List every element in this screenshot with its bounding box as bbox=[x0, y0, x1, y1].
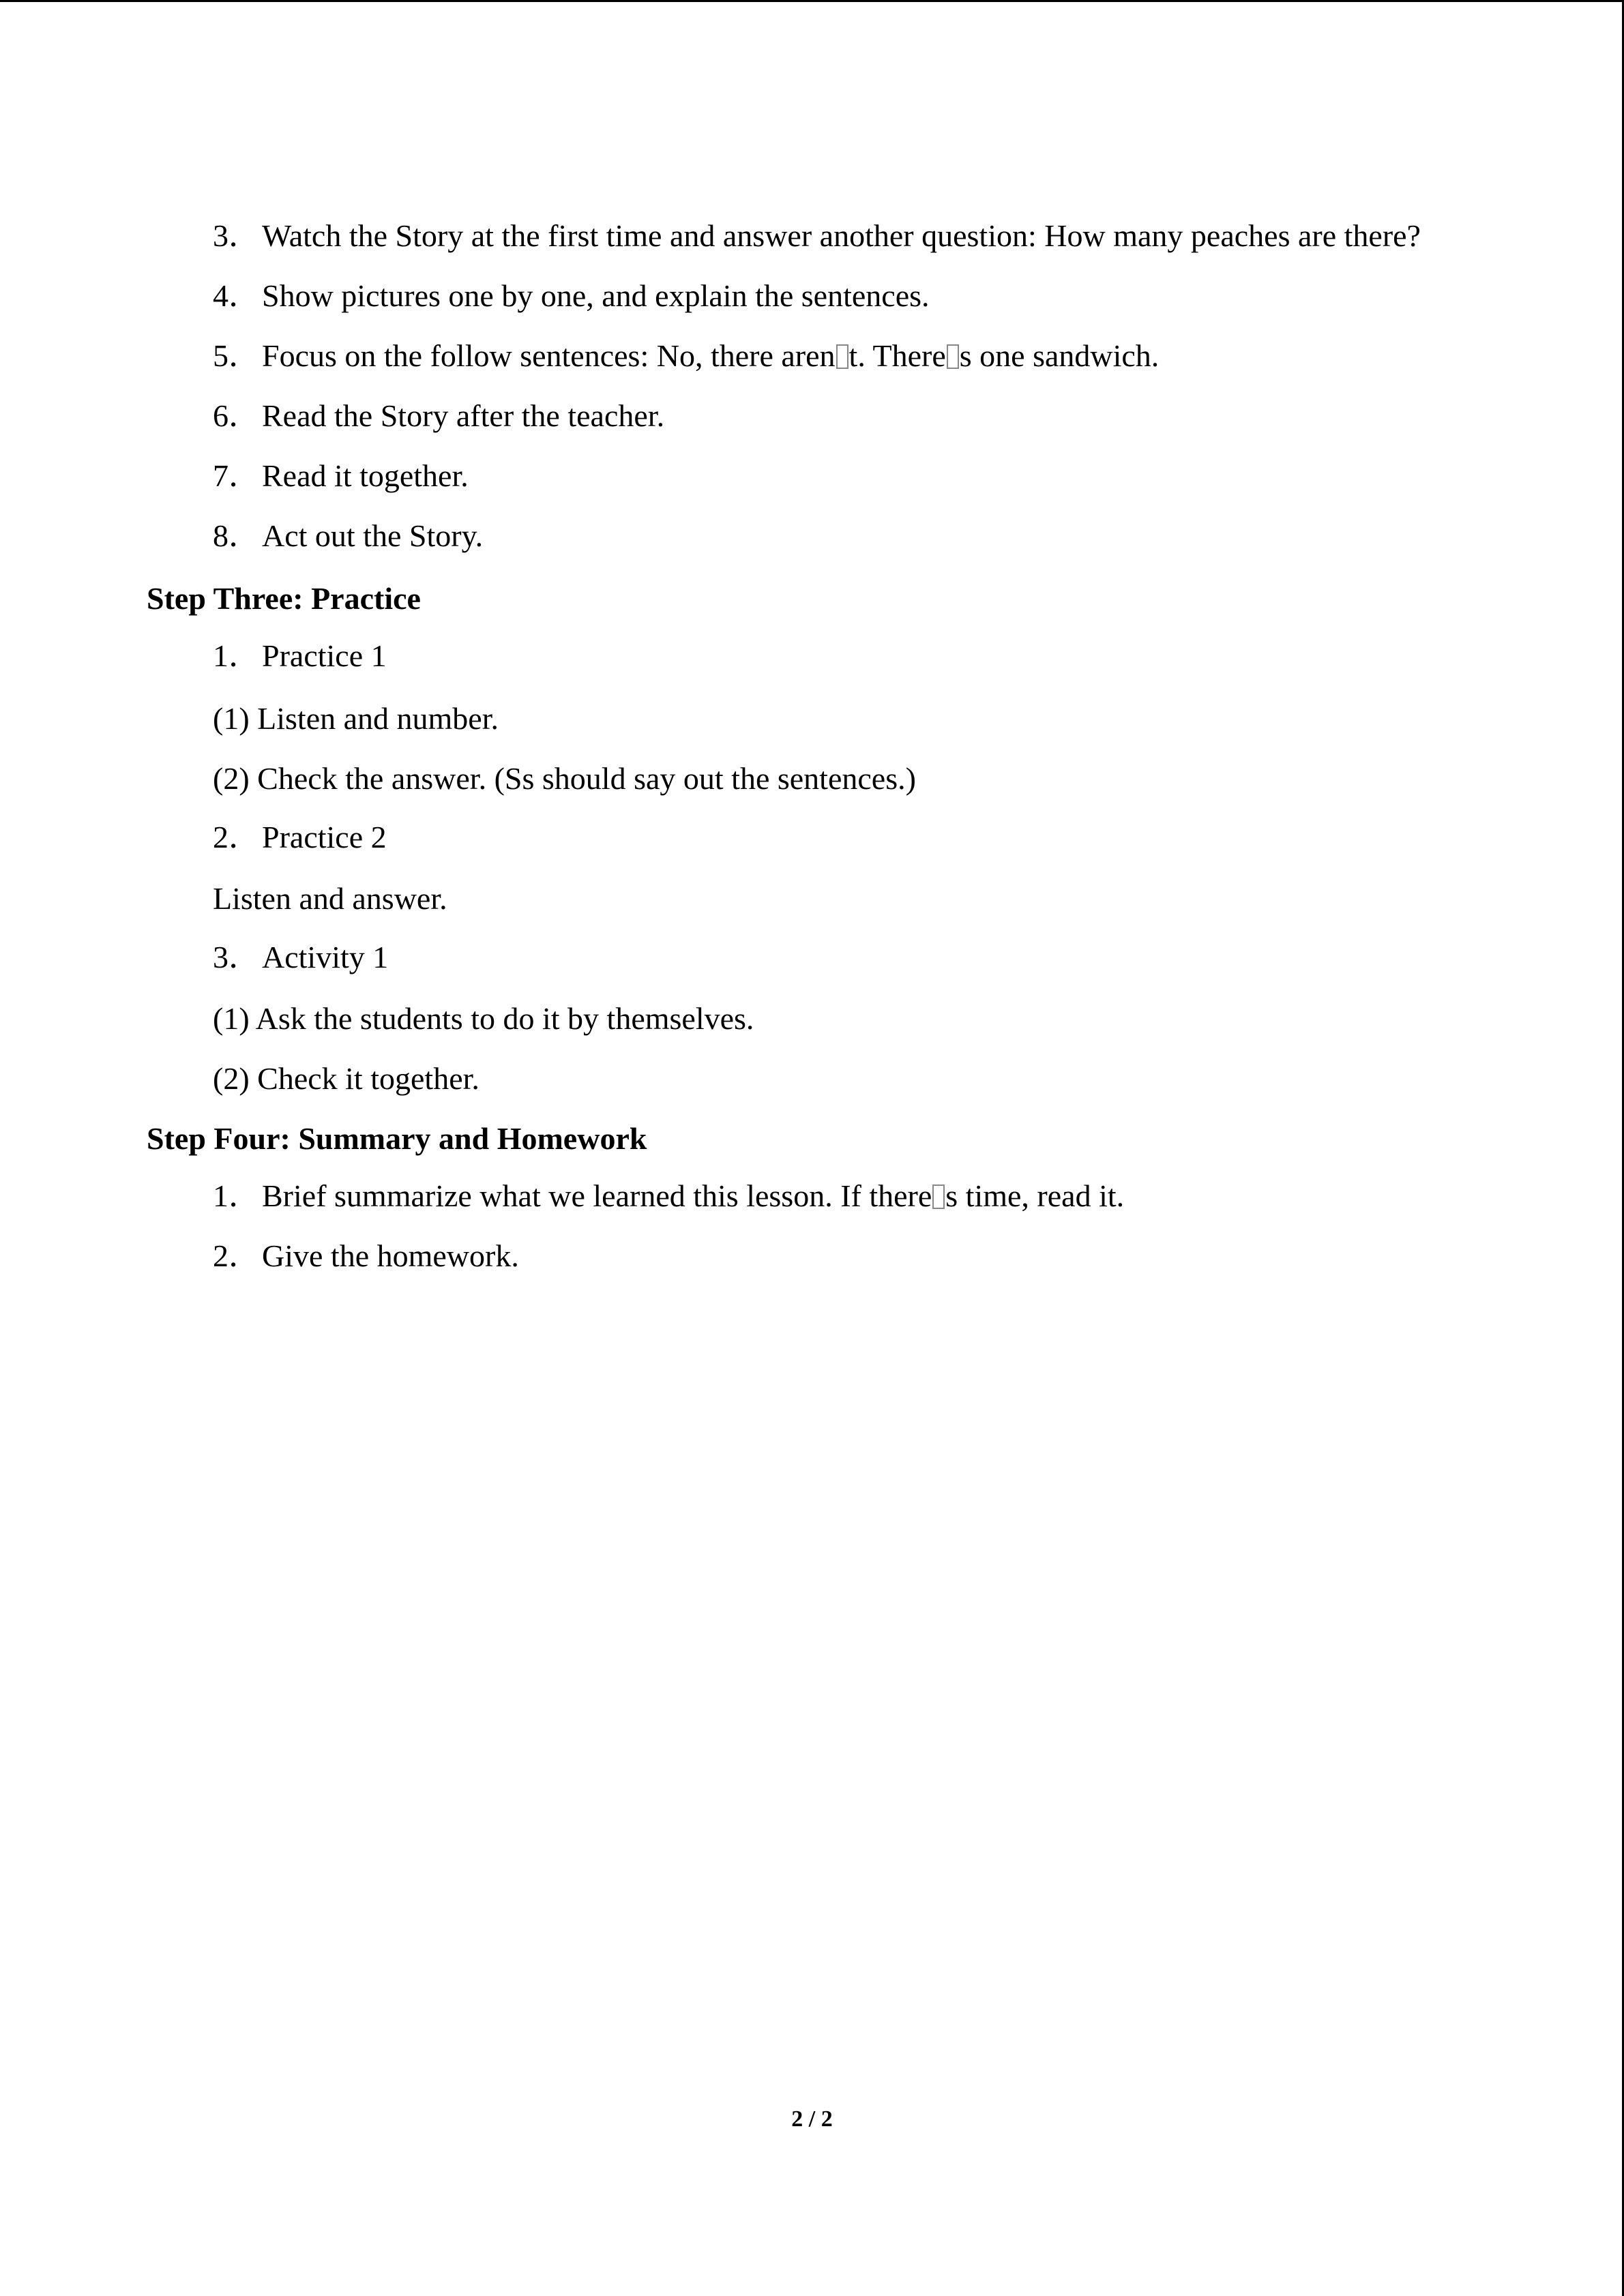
sub-item: Listen and answer. bbox=[213, 881, 447, 916]
item-text-part: s time, read it. bbox=[945, 1178, 1125, 1213]
item-text bbox=[262, 337, 1159, 375]
item-text-part: Brief summarize what we learned this lesson. If there bbox=[262, 1178, 932, 1213]
item-number: 4． bbox=[213, 278, 260, 313]
section-heading: Step Four: Summary and Homework bbox=[147, 1121, 647, 1156]
page-number: 2 / 2 bbox=[791, 2106, 833, 2132]
item-number: 8． bbox=[213, 518, 260, 553]
sub-item: (2) Check the answer. (Ss should say out the sentences.) bbox=[213, 761, 916, 796]
item-number: 2． bbox=[213, 820, 260, 854]
item-text-part: s one sandwich. bbox=[959, 338, 1160, 373]
item-text: Read the Story after the teacher. bbox=[262, 398, 665, 433]
item-number: 1． bbox=[213, 1178, 260, 1213]
item-text: Practice 2 bbox=[262, 820, 387, 854]
item-number: 6． bbox=[213, 398, 260, 433]
item-text: Practice 1 bbox=[262, 638, 387, 673]
item-number: 2． bbox=[213, 1238, 260, 1273]
item-number: 3． bbox=[213, 218, 260, 253]
sub-item: (2) Check it together. bbox=[213, 1061, 479, 1096]
item-text: Read it together. bbox=[262, 458, 469, 493]
item-number: 7． bbox=[213, 458, 260, 493]
sub-item: (1) Listen and number. bbox=[213, 701, 499, 736]
item-text-part: t. There bbox=[848, 338, 946, 373]
item-text: Act out the Story. bbox=[262, 518, 484, 553]
missing-glyph-box-icon bbox=[947, 344, 959, 369]
item-text: Give the homework. bbox=[262, 1238, 519, 1273]
page-border-top bbox=[0, 0, 1624, 2]
item-number: 5． bbox=[213, 338, 260, 373]
item-text bbox=[262, 1177, 1124, 1215]
sub-item: (1) Ask the students to do it by themselves. bbox=[213, 1001, 754, 1036]
missing-glyph-box-icon bbox=[932, 1184, 945, 1209]
section-heading: Step Three: Practice bbox=[147, 581, 421, 616]
item-number: 3． bbox=[213, 940, 260, 974]
item-text: Show pictures one by one, and explain the sentences. bbox=[262, 278, 930, 313]
item-number: 1． bbox=[213, 638, 260, 673]
missing-glyph-box-icon bbox=[836, 344, 848, 369]
item-text-part: Focus on the follow sentences: No, there aren bbox=[262, 338, 836, 373]
item-text: Activity 1 bbox=[262, 940, 389, 974]
item-text: Watch the Story at the first time and answer another question: How many peaches are there? bbox=[262, 218, 1421, 253]
